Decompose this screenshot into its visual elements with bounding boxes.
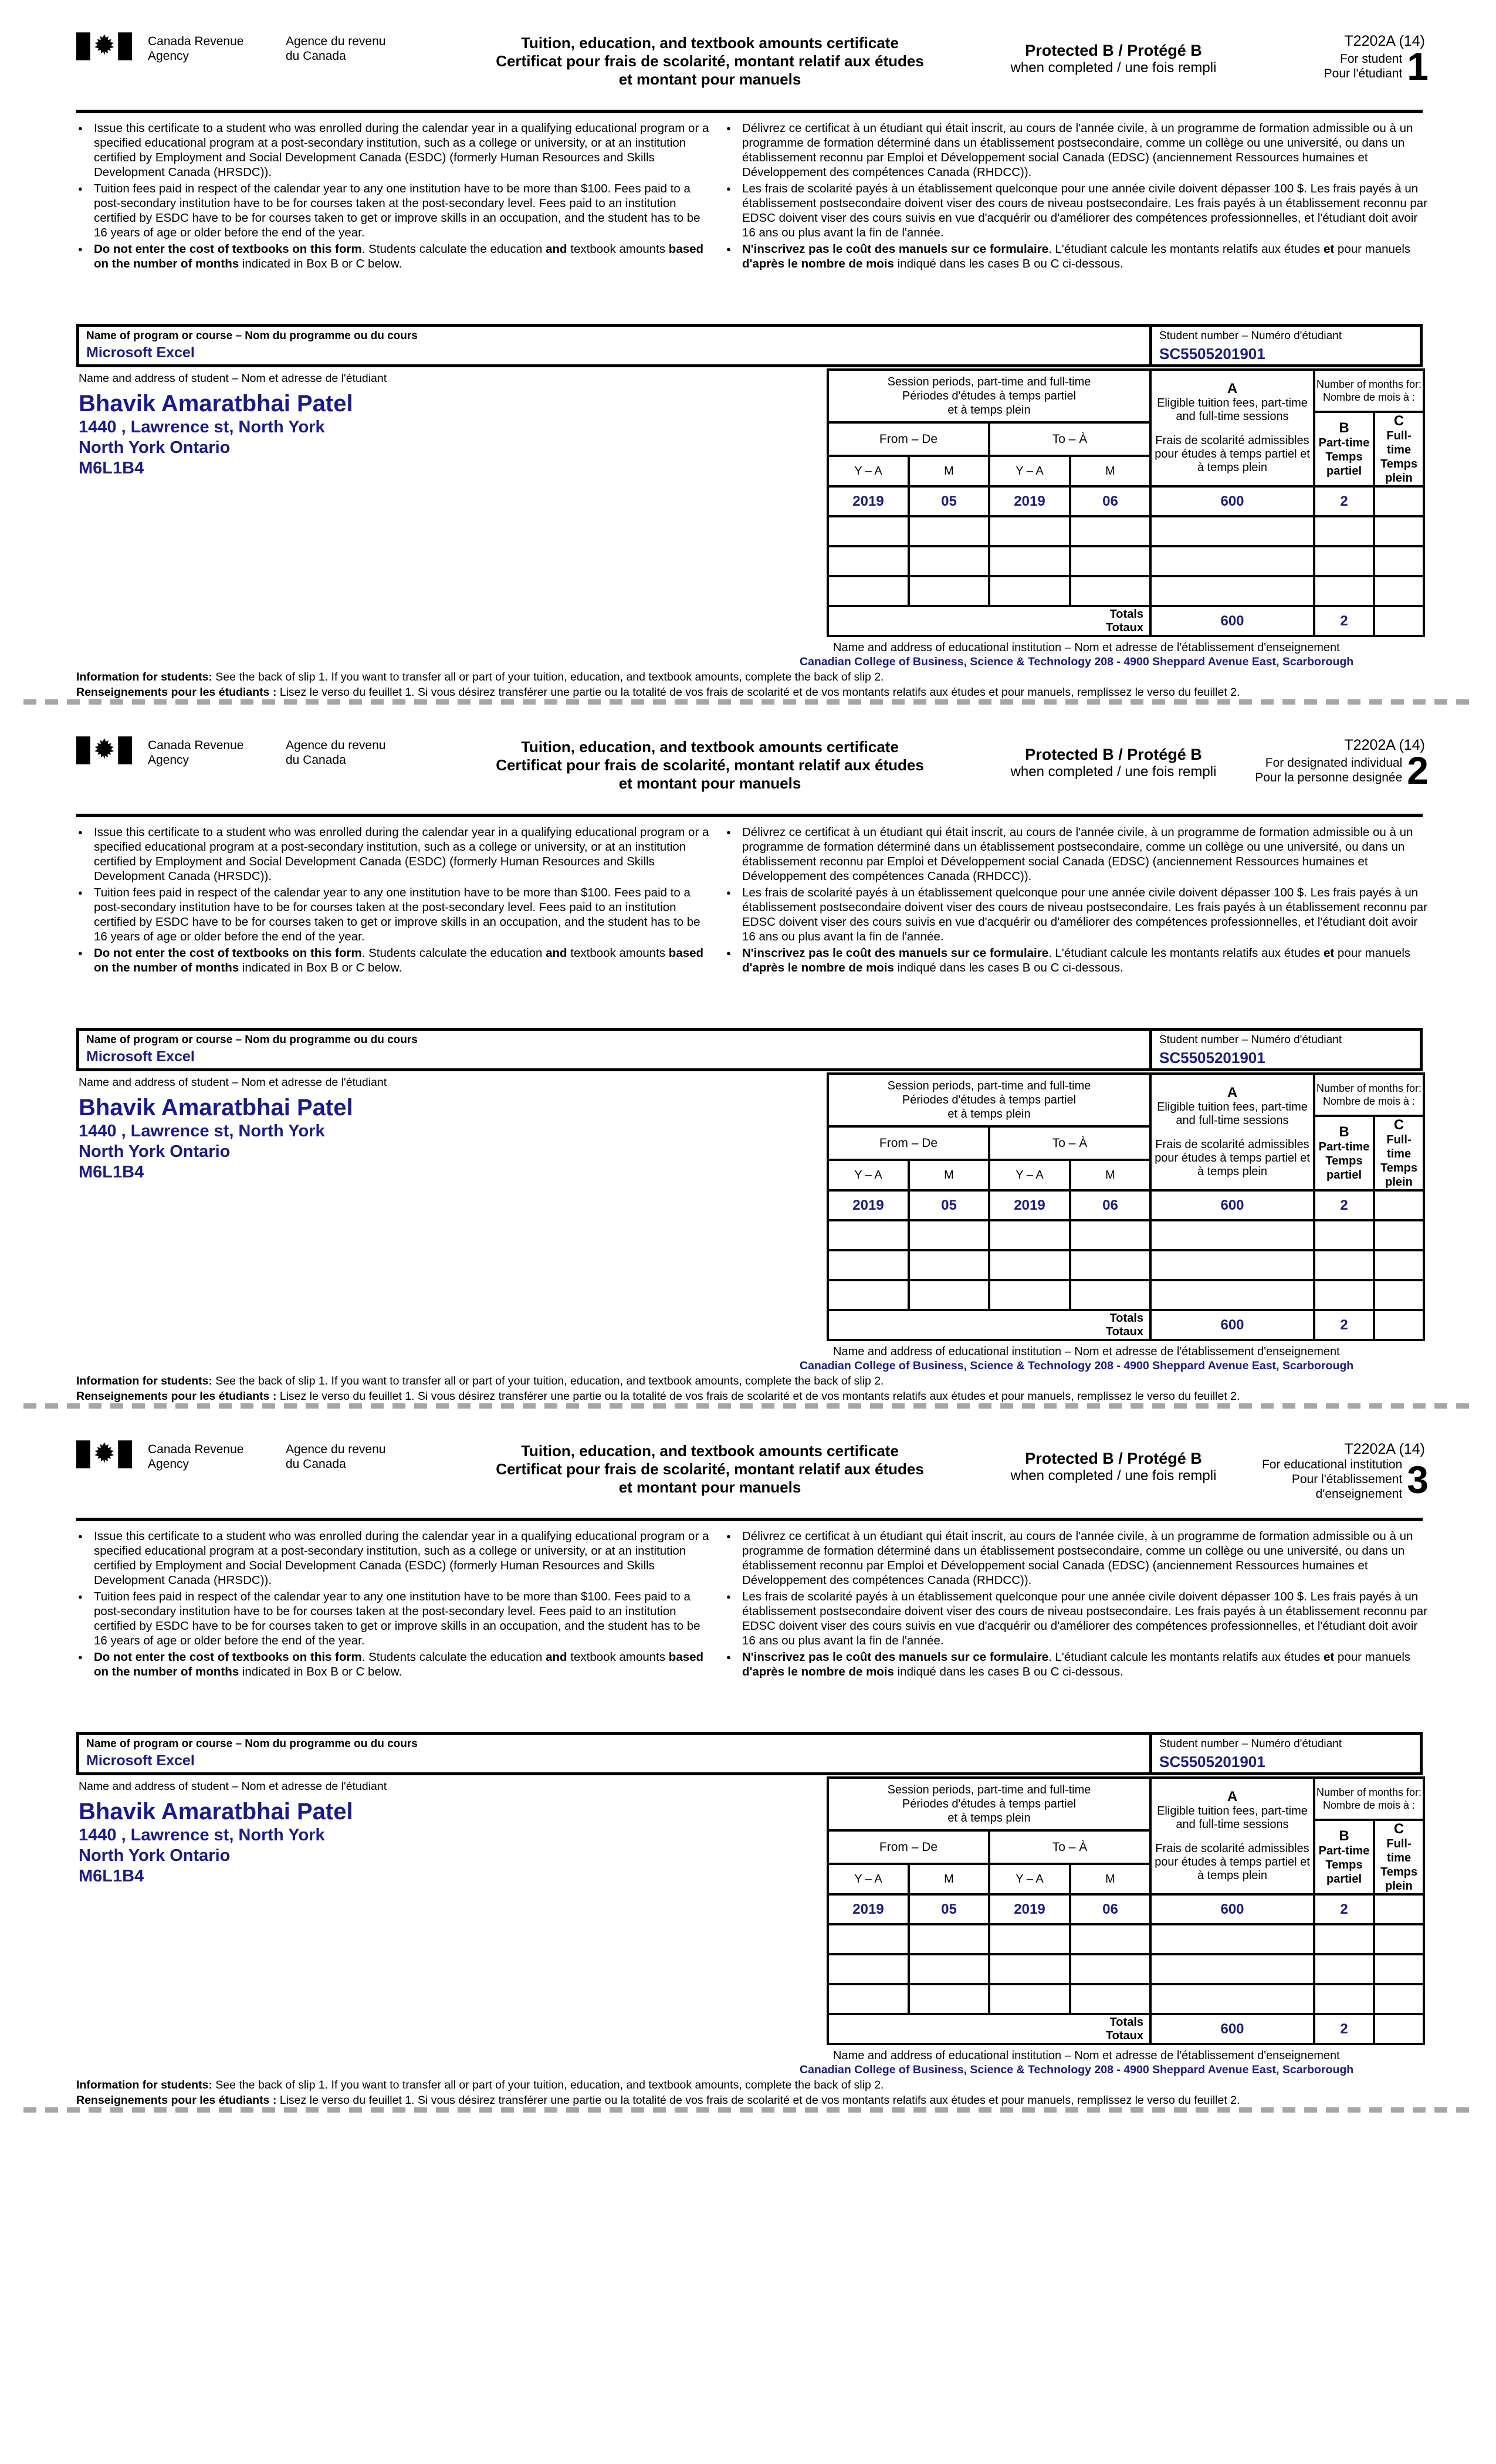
from-month-cell <box>908 1219 990 1251</box>
student-address-block <box>79 1780 818 1887</box>
student-number-value: SC5505201901 <box>1159 1049 1265 1067</box>
part-time-column-header: B Part-time Temps partiel <box>1313 1115 1375 1192</box>
part-time-months-cell <box>1313 1249 1375 1281</box>
student-number-label: Student number – Numéro d'étudiant <box>1159 330 1342 342</box>
to-month-cell <box>1069 1279 1152 1311</box>
program-name-box <box>76 1732 1152 1775</box>
notes-fr <box>725 825 1431 977</box>
from-month-cell: 05 <box>908 485 990 517</box>
student-number-value: SC5505201901 <box>1159 1753 1265 1771</box>
part-time-months-cell <box>1313 515 1375 547</box>
part-time-column-header: B Part-time Temps partiel <box>1313 411 1375 488</box>
session-table <box>827 368 1427 637</box>
student-number-box <box>1149 324 1423 367</box>
to-year-cell: 2019 <box>988 1189 1071 1221</box>
slip-separator <box>23 2107 1473 2113</box>
part-time-months-cell <box>1313 575 1375 607</box>
totals-tuition-value: 600 <box>1149 605 1315 637</box>
bullet-item: ● Do not enter the cost of textbooks on this form. Students calculate the education and textbook amounts based on the number of months indicated in Box B or C below. <box>76 242 716 271</box>
part-time-months-cell <box>1313 1983 1375 2015</box>
to-month-cell <box>1069 575 1152 607</box>
from-month-cell <box>908 1923 990 1955</box>
program-name-value: Microsoft Excel <box>86 1752 195 1769</box>
tuition-fees-cell: 600 <box>1149 1189 1315 1221</box>
students-info-fr: Renseignements pour les étudiants : Lisez le verso du feuillet 1. Si vous désirez transférer une partie ou la totalité de vos frais de scolarité et de vos montants relatifs aux études et pour manuels, remplissez le verso du feuillet 2. <box>76 686 1240 699</box>
student-name-value: Bhavik Amaratbhai Patel <box>79 391 353 417</box>
students-info-en: Information for students: See the back of slip 1. If you want to transfer all or part of your tuition, education, and textbook amounts, complete the back of slip 2. <box>76 671 884 683</box>
year-column-header: Y – A <box>827 455 910 488</box>
bullet-item: ● Tuition fees paid in respect of the calendar year to any one institution have to be more than $100. Fees paid to a post-secondary institution have to be for courses taken at the post-secondary level. Fees paid to an institution certified by ESDC have to be for courses taken to get or improve skills in an occupation, and the student has to be 16 years of age or older before the end of the year. <box>76 1589 716 1648</box>
from-year-cell <box>827 575 910 607</box>
tuition-fees-cell: 600 <box>1149 485 1315 517</box>
from-year-cell: 2019 <box>827 485 910 517</box>
tuition-fees-cell <box>1149 545 1315 577</box>
student-number-label: Student number – Numéro d'étudiant <box>1159 1738 1342 1750</box>
tuition-fees-column-header: A Eligible tuition fees, part-time and full-time sessions Frais de scolarité admissibles pour études à temps partiel et à temps plein <box>1149 368 1315 488</box>
notes-fr <box>725 1529 1431 1681</box>
tuition-fees-cell <box>1149 1923 1315 1955</box>
to-year-cell <box>988 1953 1071 1985</box>
protected-b-label: Protected B / Protégé B when completed / une fois rempli <box>1010 42 1217 76</box>
form-title: Tuition, education, and textbook amounts certificate Certificat pour frais de scolarité, montant relatif aux études et montant pour manuels <box>496 738 924 792</box>
tuition-fees-cell <box>1149 515 1315 547</box>
totals-part-time-value: 2 <box>1313 2013 1375 2045</box>
bullet-icon: ● <box>78 888 83 897</box>
copy-for-label: For designated individual Pour la personne designée <box>1255 756 1403 784</box>
session-table <box>827 1072 1427 1341</box>
to-year-cell <box>988 545 1071 577</box>
bullet-icon: ● <box>726 1653 731 1661</box>
totals-full-time-value <box>1373 2013 1425 2045</box>
bullet-item: ● Issue this certificate to a student who was enrolled during the calendar year in a qualifying educational program or a specified educational program at a post-secondary institution, such as a college or university, or at an institution certified by Employment and Social Development Canada (ESDC) (formerly Human Resources and Skills Development Canada (HRSDC)). <box>76 825 716 884</box>
student-number-value: SC5505201901 <box>1159 345 1265 363</box>
student-address-label: Name and address of student – Nom et adresse de l'étudiant <box>79 372 387 385</box>
form-code: T2202A (14) <box>1344 737 1425 753</box>
part-time-column-header: B Part-time Temps partiel <box>1313 1819 1375 1896</box>
month-column-header: M <box>1069 1863 1152 1896</box>
student-address-line: M6L1B4 <box>79 1163 144 1182</box>
bullet-item: ● Issue this certificate to a student who was enrolled during the calendar year in a qualifying educational program or a specified educational program at a post-secondary institution, such as a college or university, or at an institution certified by Employment and Social Development Canada (ESDC) (formerly Human Resources and Skills Development Canada (HRSDC)). <box>76 121 716 180</box>
to-year-cell <box>988 515 1071 547</box>
students-info-fr: Renseignements pour les étudiants : Lisez le verso du feuillet 1. Si vous désirez transférer une partie ou la totalité de vos frais de scolarité et de vos montants relatifs aux études et pour manuels, remplissez le verso du feuillet 2. <box>76 1390 1240 1403</box>
full-time-months-cell <box>1373 1189 1425 1221</box>
t2202a-slip <box>0 704 1496 1408</box>
full-time-months-cell <box>1373 485 1425 517</box>
bullet-item: ● Do not enter the cost of textbooks on this form. Students calculate the education and textbook amounts based on the number of months indicated in Box B or C below. <box>76 946 716 975</box>
program-name-value: Microsoft Excel <box>86 1048 195 1065</box>
full-time-months-cell <box>1373 1983 1425 2015</box>
agency-name-fr: Agence du revenu du Canada <box>286 35 386 63</box>
part-time-months-cell <box>1313 1953 1375 1985</box>
from-year-cell <box>827 515 910 547</box>
bullet-item: ● Les frais de scolarité payés à un établissement quelconque pour une année civile doivent dépasser 100 $. Les frais payés à un établissement postsecondaire doivent viser des cours de niveau postsecondaire. Les frais payés à un établissement reconnu par EDSC doivent viser des cours suivis en vue d'acquérir ou d'améliorer des compétences professionnelles, et l'étudiant doit avoir 16 ans ou plus avant la fin de l'année. <box>725 1589 1431 1648</box>
institution-label: Name and address of educational institution – Nom et adresse de l'établissement d'enseignement <box>833 641 1340 654</box>
to-year-cell: 2019 <box>988 1893 1071 1925</box>
from-year-cell: 2019 <box>827 1189 910 1221</box>
form-title: Tuition, education, and textbook amounts certificate Certificat pour frais de scolarité, montant relatif aux études et montant pour manuels <box>496 1442 924 1496</box>
bullet-icon: ● <box>726 184 731 193</box>
part-time-months-cell <box>1313 545 1375 577</box>
student-address-line: M6L1B4 <box>79 1867 144 1886</box>
from-month-cell <box>908 1279 990 1311</box>
student-address-label: Name and address of student – Nom et adresse de l'étudiant <box>79 1780 387 1793</box>
tuition-fees-cell: 600 <box>1149 1893 1315 1925</box>
student-address-line: 1440 , Lawrence st, North York <box>79 418 325 436</box>
student-address-line: North York Ontario <box>79 1846 231 1865</box>
copy-number: 1 <box>1407 45 1429 88</box>
totals-tuition-value: 600 <box>1149 1309 1315 1341</box>
form-code: T2202A (14) <box>1344 1441 1425 1457</box>
bullet-item: ● Les frais de scolarité payés à un établissement quelconque pour une année civile doivent dépasser 100 $. Les frais payés à un établissement postsecondaire doivent viser des cours de niveau postsecondaire. Les frais payés à un établissement reconnu par EDSC doivent viser des cours suivis en vue d'acquérir ou d'améliorer des compétences professionnelles, et l'étudiant doit avoir 16 ans ou plus avant la fin de l'année. <box>725 885 1431 944</box>
session-periods-header: Session periods, part-time and full-time Périodes d'études à temps partiel et à temps plein <box>827 368 1152 424</box>
from-month-cell <box>908 1249 990 1281</box>
to-month-cell: 06 <box>1069 1893 1152 1925</box>
from-month-cell <box>908 1953 990 1985</box>
student-number-label: Student number – Numéro d'étudiant <box>1159 1034 1342 1046</box>
canada-flag-icon <box>76 32 132 60</box>
t2202a-slip <box>0 1408 1496 2112</box>
bullet-item: ● Tuition fees paid in respect of the calendar year to any one institution have to be more than $100. Fees paid to a post-secondary institution have to be for courses taken at the post-secondary level. Fees paid to an institution certified by ESDC have to be for courses taken to get or improve skills in an occupation, and the student has to be 16 years of age or older before the end of the year. <box>76 885 716 944</box>
full-time-months-cell <box>1373 1923 1425 1955</box>
month-column-header: M <box>908 1159 990 1192</box>
student-name-value: Bhavik Amaratbhai Patel <box>79 1799 353 1825</box>
bullet-item: ● Issue this certificate to a student who was enrolled during the calendar year in a qualifying educational program or a specified educational program at a post-secondary institution, such as a college or university, or at an institution certified by Employment and Social Development Canada (ESDC) (formerly Human Resources and Skills Development Canada (HRSDC)). <box>76 1529 716 1588</box>
students-info-en: Information for students: See the back of slip 1. If you want to transfer all or part of your tuition, education, and textbook amounts, complete the back of slip 2. <box>76 2079 884 2091</box>
from-year-cell <box>827 1219 910 1251</box>
canada-flag-icon <box>76 1440 132 1468</box>
from-month-cell <box>908 1983 990 2015</box>
bullet-item: ● Les frais de scolarité payés à un établissement quelconque pour une année civile doivent dépasser 100 $. Les frais payés à un établissement postsecondaire doivent viser des cours de niveau postsecondaire. Les frais payés à un établissement reconnu par EDSC doivent viser des cours suivis en vue d'acquérir ou d'améliorer des compétences professionnelles, et l'étudiant doit avoir 16 ans ou plus avant la fin de l'année. <box>725 181 1431 240</box>
part-time-months-cell <box>1313 1279 1375 1311</box>
tuition-fees-cell <box>1149 1279 1315 1311</box>
form-code-block <box>1247 737 1429 792</box>
to-header: To – À <box>988 1829 1152 1865</box>
bullet-icon: ● <box>78 184 83 193</box>
student-address-block <box>79 372 818 479</box>
bullet-item: ● N'inscrivez pas le coût des manuels sur ce formulaire. L'étudiant calcule les montants relatifs aux études et pour manuels d'après le nombre de mois indiqué dans les cases B ou C ci-dessous. <box>725 1650 1431 1679</box>
part-time-months-cell: 2 <box>1313 1893 1375 1925</box>
header-rule <box>76 1518 1423 1521</box>
to-month-cell <box>1069 1249 1152 1281</box>
to-month-cell: 06 <box>1069 1189 1152 1221</box>
notes-en <box>76 825 716 977</box>
notes-en <box>76 1529 716 1681</box>
bullet-icon: ● <box>78 828 83 837</box>
student-name-value: Bhavik Amaratbhai Patel <box>79 1095 353 1121</box>
protected-b-label: Protected B / Protégé B when completed / une fois rempli <box>1010 1450 1217 1484</box>
institution-value: Canadian College of Business, Science & Technology 208 - 4900 Sheppard Avenue East, Scarborough <box>800 2063 1354 2076</box>
bullet-icon: ● <box>726 828 731 837</box>
part-time-months-cell <box>1313 1923 1375 1955</box>
totals-label: Totals Totaux <box>827 2013 1152 2045</box>
tuition-fees-cell <box>1149 1249 1315 1281</box>
part-time-months-cell <box>1313 1219 1375 1251</box>
totals-label: Totals Totaux <box>827 1309 1152 1341</box>
to-year-cell <box>988 1983 1071 2015</box>
totals-part-time-value: 2 <box>1313 605 1375 637</box>
agency-name-en: Canada Revenue Agency <box>148 739 244 767</box>
tuition-fees-cell <box>1149 575 1315 607</box>
agency-name-fr: Agence du revenu du Canada <box>286 739 386 767</box>
year-column-header: Y – A <box>827 1159 910 1192</box>
months-count-header: Number of months for: Nombre de mois à : <box>1313 1072 1425 1117</box>
part-time-months-cell: 2 <box>1313 485 1375 517</box>
bullet-icon: ● <box>726 124 731 133</box>
bullet-icon: ● <box>78 124 83 133</box>
from-header: From – De <box>827 421 990 457</box>
copy-for-label: For student Pour l'étudiant <box>1324 52 1403 80</box>
bullet-icon: ● <box>78 1532 83 1541</box>
bullet-icon: ● <box>726 1592 731 1601</box>
student-number-box <box>1149 1028 1423 1071</box>
to-year-cell <box>988 1923 1071 1955</box>
full-time-column-header: C Full-time Temps plein <box>1373 1115 1425 1192</box>
canada-flag-icon <box>76 736 132 764</box>
month-column-header: M <box>1069 455 1152 488</box>
bullet-item: ● Tuition fees paid in respect of the calendar year to any one institution have to be more than $100. Fees paid to a post-secondary institution have to be for courses taken at the post-secondary level. Fees paid to an institution certified by ESDC have to be for courses taken to get or improve skills in an occupation, and the student has to be 16 years of age or older before the end of the year. <box>76 181 716 240</box>
bullet-icon: ● <box>726 888 731 897</box>
month-column-header: M <box>908 455 990 488</box>
to-month-cell <box>1069 1983 1152 2015</box>
agency-name-fr: Agence du revenu du Canada <box>286 1443 386 1471</box>
program-name-value: Microsoft Excel <box>86 344 195 361</box>
bullet-icon: ● <box>726 949 731 957</box>
bullet-icon: ● <box>78 1592 83 1601</box>
tuition-fees-column-header: A Eligible tuition fees, part-time and full-time sessions Frais de scolarité admissibles pour études à temps partiel et à temps plein <box>1149 1072 1315 1192</box>
to-month-cell: 06 <box>1069 485 1152 517</box>
part-time-months-cell: 2 <box>1313 1189 1375 1221</box>
form-code-block <box>1247 1441 1429 1501</box>
from-month-cell: 05 <box>908 1893 990 1925</box>
from-year-cell <box>827 1249 910 1281</box>
from-month-cell: 05 <box>908 1189 990 1221</box>
to-month-cell <box>1069 1219 1152 1251</box>
copy-for-label: For educational institution Pour l'établissement d'enseignement <box>1261 1458 1403 1501</box>
bullet-item: ● N'inscrivez pas le coût des manuels sur ce formulaire. L'étudiant calcule les montants relatifs aux études et pour manuels d'après le nombre de mois indiqué dans les cases B ou C ci-dessous. <box>725 242 1431 271</box>
from-year-cell <box>827 1279 910 1311</box>
tuition-fees-cell <box>1149 1219 1315 1251</box>
program-name-label: Name of program or course – Nom du programme ou du cours <box>86 1738 418 1750</box>
copy-number: 3 <box>1407 1457 1429 1501</box>
header-rule <box>76 814 1423 817</box>
full-time-months-cell <box>1373 1249 1425 1281</box>
year-column-header: Y – A <box>988 1863 1071 1896</box>
to-month-cell <box>1069 1953 1152 1985</box>
month-column-header: M <box>908 1863 990 1896</box>
bullet-item: ● N'inscrivez pas le coût des manuels sur ce formulaire. L'étudiant calcule les montants relatifs aux études et pour manuels d'après le nombre de mois indiqué dans les cases B ou C ci-dessous. <box>725 946 1431 975</box>
bullet-icon: ● <box>78 1653 83 1661</box>
program-name-label: Name of program or course – Nom du programme ou du cours <box>86 1034 418 1046</box>
from-month-cell <box>908 515 990 547</box>
bullet-item: ● Délivrez ce certificat à un étudiant qui était inscrit, au cours de l'année civile, à un programme de formation admissible ou à un programme de formation déterminé dans un établissement postsecondaire, comme un collège ou une université, ou dans un établissement reconnu par Emploi et Développement social Canada (EDSC) (anciennement Ressources humaines et Développement des compétences Canada (RHDCC)). <box>725 121 1431 180</box>
to-month-cell <box>1069 515 1152 547</box>
to-year-cell <box>988 1219 1071 1251</box>
full-time-months-cell <box>1373 1279 1425 1311</box>
full-time-column-header: C Full-time Temps plein <box>1373 411 1425 488</box>
month-column-header: M <box>1069 1159 1152 1192</box>
notes-en <box>76 121 716 273</box>
institution-label: Name and address of educational institution – Nom et adresse de l'établissement d'enseignement <box>833 1345 1340 1358</box>
session-periods-header: Session periods, part-time and full-time Périodes d'études à temps partiel et à temps plein <box>827 1776 1152 1832</box>
full-time-months-cell <box>1373 1893 1425 1925</box>
from-year-cell <box>827 1953 910 1985</box>
to-month-cell <box>1069 1923 1152 1955</box>
from-year-cell: 2019 <box>827 1893 910 1925</box>
session-table <box>827 1776 1427 2045</box>
to-year-cell <box>988 575 1071 607</box>
totals-part-time-value: 2 <box>1313 1309 1375 1341</box>
bullet-icon: ● <box>78 949 83 957</box>
bullet-icon: ● <box>726 1532 731 1541</box>
months-count-header: Number of months for: Nombre de mois à : <box>1313 1776 1425 1821</box>
totals-label: Totals Totaux <box>827 605 1152 637</box>
from-header: From – De <box>827 1829 990 1865</box>
full-time-months-cell <box>1373 575 1425 607</box>
protected-b-label: Protected B / Protégé B when completed / une fois rempli <box>1010 746 1217 780</box>
program-name-box <box>76 1028 1152 1071</box>
notes-fr <box>725 121 1431 273</box>
form-title: Tuition, education, and textbook amounts certificate Certificat pour frais de scolarité, montant relatif aux études et montant pour manuels <box>496 34 924 88</box>
to-month-cell <box>1069 545 1152 577</box>
students-info-fr: Renseignements pour les étudiants : Lisez le verso du feuillet 1. Si vous désirez transférer une partie ou la totalité de vos frais de scolarité et de vos montants relatifs aux études et pour manuels, remplissez le verso du feuillet 2. <box>76 2094 1240 2107</box>
tuition-fees-column-header: A Eligible tuition fees, part-time and full-time sessions Frais de scolarité admissibles pour études à temps partiel et à temps plein <box>1149 1776 1315 1896</box>
bullet-item: ● Délivrez ce certificat à un étudiant qui était inscrit, au cours de l'année civile, à un programme de formation admissible ou à un programme de formation déterminé dans un établissement postsecondaire, comme un collège ou une université, ou dans un établissement reconnu par Emploi et Développement social Canada (EDSC) (anciennement Ressources humaines et Développement des compétences Canada (RHDCC)). <box>725 825 1431 884</box>
bullet-icon: ● <box>726 245 731 253</box>
to-year-cell <box>988 1249 1071 1281</box>
student-address-label: Name and address of student – Nom et adresse de l'étudiant <box>79 1076 387 1089</box>
to-year-cell <box>988 1279 1071 1311</box>
from-header: From – De <box>827 1125 990 1161</box>
student-number-box <box>1149 1732 1423 1775</box>
form-code: T2202A (14) <box>1344 33 1425 49</box>
program-name-label: Name of program or course – Nom du programme ou du cours <box>86 330 418 342</box>
student-address-line: North York Ontario <box>79 438 231 457</box>
t2202a-slip <box>0 0 1496 704</box>
institution-value: Canadian College of Business, Science & Technology 208 - 4900 Sheppard Avenue East, Scarborough <box>800 655 1354 668</box>
bullet-item: ● Délivrez ce certificat à un étudiant qui était inscrit, au cours de l'année civile, à un programme de formation admissible ou à un programme de formation déterminé dans un établissement postsecondaire, comme un collège ou une université, ou dans un établissement reconnu par Emploi et Développement social Canada (EDSC) (anciennement Ressources humaines et Développement des compétences Canada (RHDCC)). <box>725 1529 1431 1588</box>
bullet-item: ● Do not enter the cost of textbooks on this form. Students calculate the education and textbook amounts based on the number of months indicated in Box B or C below. <box>76 1650 716 1679</box>
from-year-cell <box>827 1983 910 2015</box>
institution-value: Canadian College of Business, Science & Technology 208 - 4900 Sheppard Avenue East, Scarborough <box>800 1359 1354 1372</box>
students-info-en: Information for students: See the back of slip 1. If you want to transfer all or part of your tuition, education, and textbook amounts, complete the back of slip 2. <box>76 1375 884 1387</box>
agency-name-en: Canada Revenue Agency <box>148 1443 244 1471</box>
agency-name-en: Canada Revenue Agency <box>148 35 244 63</box>
tuition-fees-cell <box>1149 1953 1315 1985</box>
student-address-line: North York Ontario <box>79 1142 231 1161</box>
year-column-header: Y – A <box>988 1159 1071 1192</box>
totals-tuition-value: 600 <box>1149 2013 1315 2045</box>
student-address-line: 1440 , Lawrence st, North York <box>79 1826 325 1844</box>
student-address-line: M6L1B4 <box>79 459 144 478</box>
from-year-cell <box>827 545 910 577</box>
to-year-cell: 2019 <box>988 485 1071 517</box>
student-address-block <box>79 1076 818 1183</box>
full-time-months-cell <box>1373 545 1425 577</box>
copy-number: 2 <box>1407 749 1429 792</box>
tuition-fees-cell <box>1149 1983 1315 2015</box>
from-month-cell <box>908 575 990 607</box>
months-count-header: Number of months for: Nombre de mois à : <box>1313 368 1425 413</box>
from-month-cell <box>908 545 990 577</box>
to-header: To – À <box>988 421 1152 457</box>
year-column-header: Y – A <box>827 1863 910 1896</box>
full-time-months-cell <box>1373 1953 1425 1985</box>
institution-label: Name and address of educational institution – Nom et adresse de l'établissement d'enseignement <box>833 2049 1340 2062</box>
form-code-block <box>1247 33 1429 88</box>
session-periods-header: Session periods, part-time and full-time Périodes d'études à temps partiel et à temps plein <box>827 1072 1152 1128</box>
header-rule <box>76 110 1423 113</box>
student-address-line: 1440 , Lawrence st, North York <box>79 1122 325 1140</box>
totals-full-time-value <box>1373 1309 1425 1341</box>
full-time-months-cell <box>1373 1219 1425 1251</box>
year-column-header: Y – A <box>988 455 1071 488</box>
full-time-column-header: C Full-time Temps plein <box>1373 1819 1425 1896</box>
program-name-box <box>76 324 1152 367</box>
totals-full-time-value <box>1373 605 1425 637</box>
from-year-cell <box>827 1923 910 1955</box>
full-time-months-cell <box>1373 515 1425 547</box>
bullet-icon: ● <box>78 245 83 253</box>
to-header: To – À <box>988 1125 1152 1161</box>
